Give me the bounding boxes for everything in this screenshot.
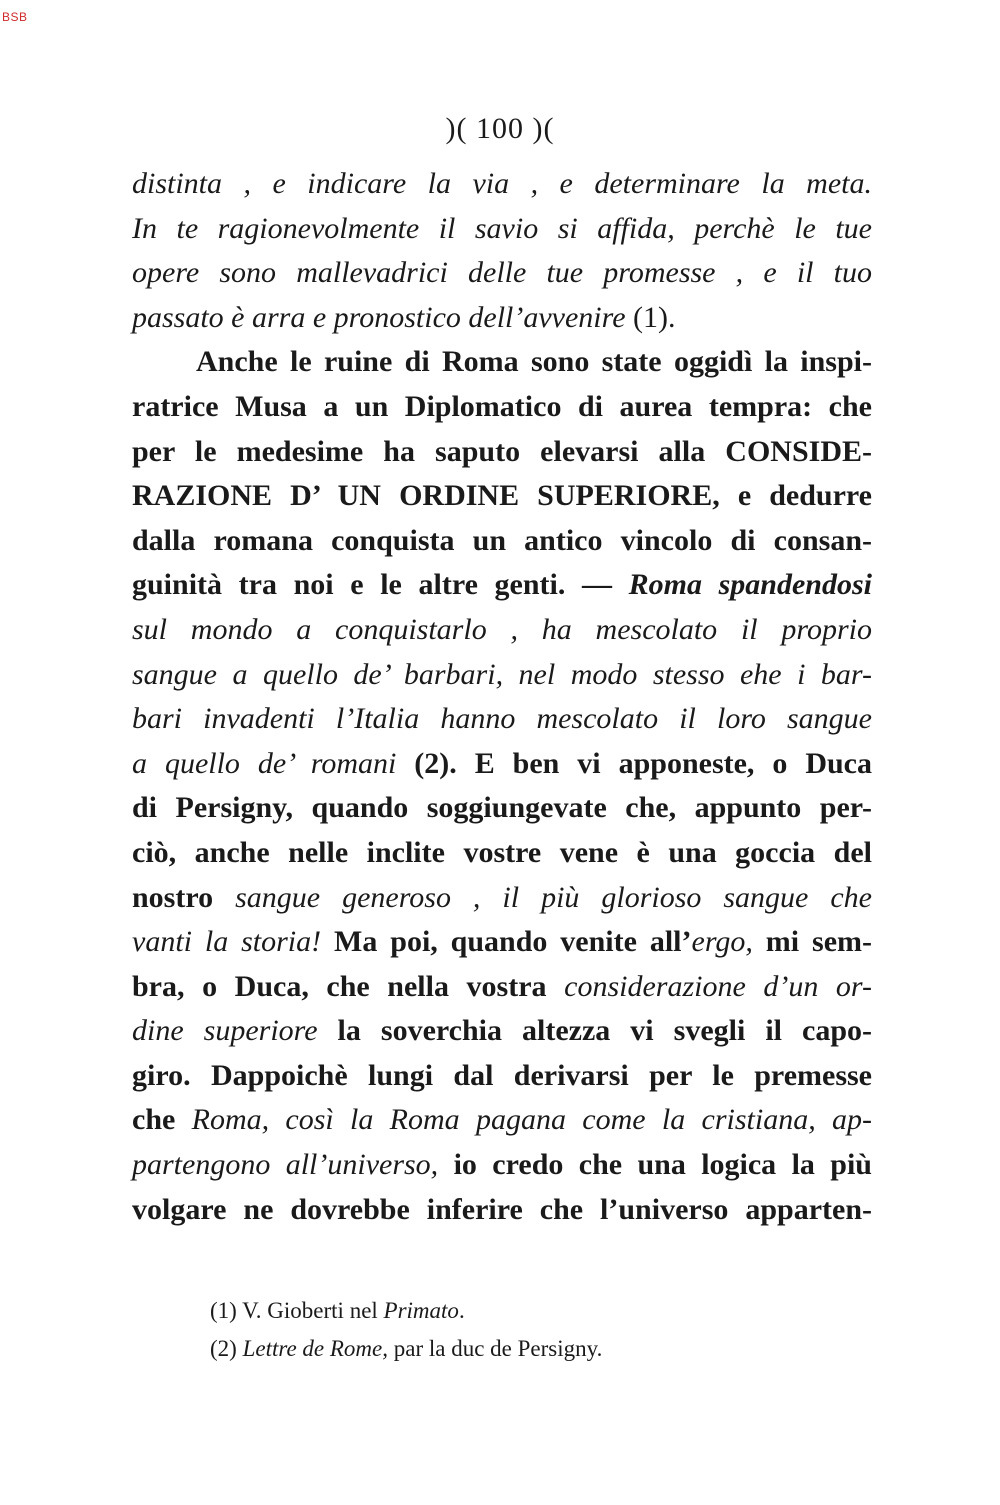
text-run: giro. Dappoichè lungi dal derivarsi per le premesse [132, 1058, 872, 1092]
text-run: . [458, 1298, 465, 1323]
text-run: RAZIONE D’ UN ORDINE SUPERIORE, e dedurre [132, 479, 872, 513]
body-line [132, 340, 872, 385]
text-run: Roma, così la Roma pagana come la cristiana, ap- [191, 1103, 872, 1137]
body-line [132, 1098, 872, 1143]
body-line [132, 608, 872, 653]
text-run: passato è arra e pronostico dell’avvenire [132, 300, 626, 334]
text-run: volgare ne dovrebbe inferire che l’universo apparten- [132, 1192, 872, 1226]
body-text [132, 162, 872, 1232]
body-line [132, 162, 872, 207]
text-run: a quello de’ romani [132, 746, 397, 780]
body-line [132, 920, 872, 965]
text-run: par la duc de Persigny. [388, 1336, 603, 1361]
text-run: nostro [132, 880, 236, 914]
text-run: sangue a quello de’ barbari, nel modo stesso ehe i bar- [132, 657, 872, 691]
text-run: la soverchia altezza vi svegli il capo- [317, 1014, 872, 1048]
body-line [132, 786, 872, 831]
text-run: (2) [210, 1336, 243, 1361]
text-run: distinta , e indicare la via , e determinare la meta. [132, 167, 872, 200]
body-line [132, 1143, 872, 1188]
text-run: Ma poi, quando venite all’ [321, 925, 692, 959]
text-run: dalla romana conquista un antico vincolo di consan- [132, 523, 872, 557]
text-run: io credo che una logica la più [438, 1148, 872, 1182]
text-run: guinità tra noi e le altre genti. — [132, 568, 629, 602]
text-run: Primato [383, 1298, 459, 1323]
body-line [132, 251, 872, 296]
library-watermark: BSB [2, 10, 28, 24]
body-line [132, 697, 872, 742]
text-run: vanti la storia! [132, 925, 322, 959]
footnote-line [210, 1330, 810, 1368]
text-run: Anche le ruine di Roma sono state oggidì la inspi- [196, 345, 872, 379]
text-run: bari invadenti l’Italia hanno mescolato il loro sangue [132, 702, 872, 736]
body-line [132, 965, 872, 1010]
text-run: mi sem- [752, 925, 873, 959]
body-line [132, 1009, 872, 1054]
text-run: (2). E ben vi apponeste, o Duca [396, 746, 872, 780]
text-run: sul mondo a conquistarlo , ha mescolato il proprio [132, 612, 872, 646]
body-line [132, 1054, 872, 1099]
text-run: Roma spandendosi [628, 568, 873, 602]
text-run: (1). [625, 300, 676, 334]
body-line [132, 207, 872, 252]
body-line [132, 296, 872, 341]
text-run: dine superiore [132, 1014, 318, 1048]
body-line [132, 474, 872, 519]
footnotes [210, 1292, 810, 1368]
page-number-header: )( 100 )( [445, 112, 555, 145]
body-line [132, 1188, 872, 1233]
footnote-line [210, 1292, 810, 1330]
text-run: sangue generoso , il più glorioso sangue che [235, 880, 872, 914]
body-line [132, 876, 872, 921]
body-line [132, 385, 872, 430]
text-run: In te ragionevolmente il savio si affida, perchè le tue [132, 211, 872, 245]
body-line [132, 653, 872, 698]
text-run: bra, o Duca, che nella vostra [132, 969, 565, 1003]
body-line [132, 519, 872, 564]
body-line [132, 563, 872, 608]
body-line [132, 742, 872, 787]
text-run: partengono all’universo, [132, 1148, 439, 1182]
text-run: per le medesime ha saputo elevarsi alla CONSIDE- [132, 434, 872, 468]
text-run: ratrice Musa a un Diplomatico di aurea tempra: che [132, 389, 872, 423]
text-run: di Persigny, quando soggiungevate che, appunto per- [132, 791, 872, 825]
text-run: (1) V. Gioberti nel [210, 1298, 384, 1323]
body-line [132, 430, 872, 475]
text-run: opere sono mallevadrici delle tue promesse , e il tuo [132, 256, 872, 290]
text-run: che [132, 1103, 192, 1137]
text-run: considerazione d’un or- [564, 969, 872, 1003]
text-run: ergo, [691, 925, 753, 959]
text-run: ciò, anche nelle inclite vostre vene è una goccia del [132, 835, 872, 869]
text-run: Lettre de Rome, [242, 1336, 388, 1361]
body-line [132, 831, 872, 876]
